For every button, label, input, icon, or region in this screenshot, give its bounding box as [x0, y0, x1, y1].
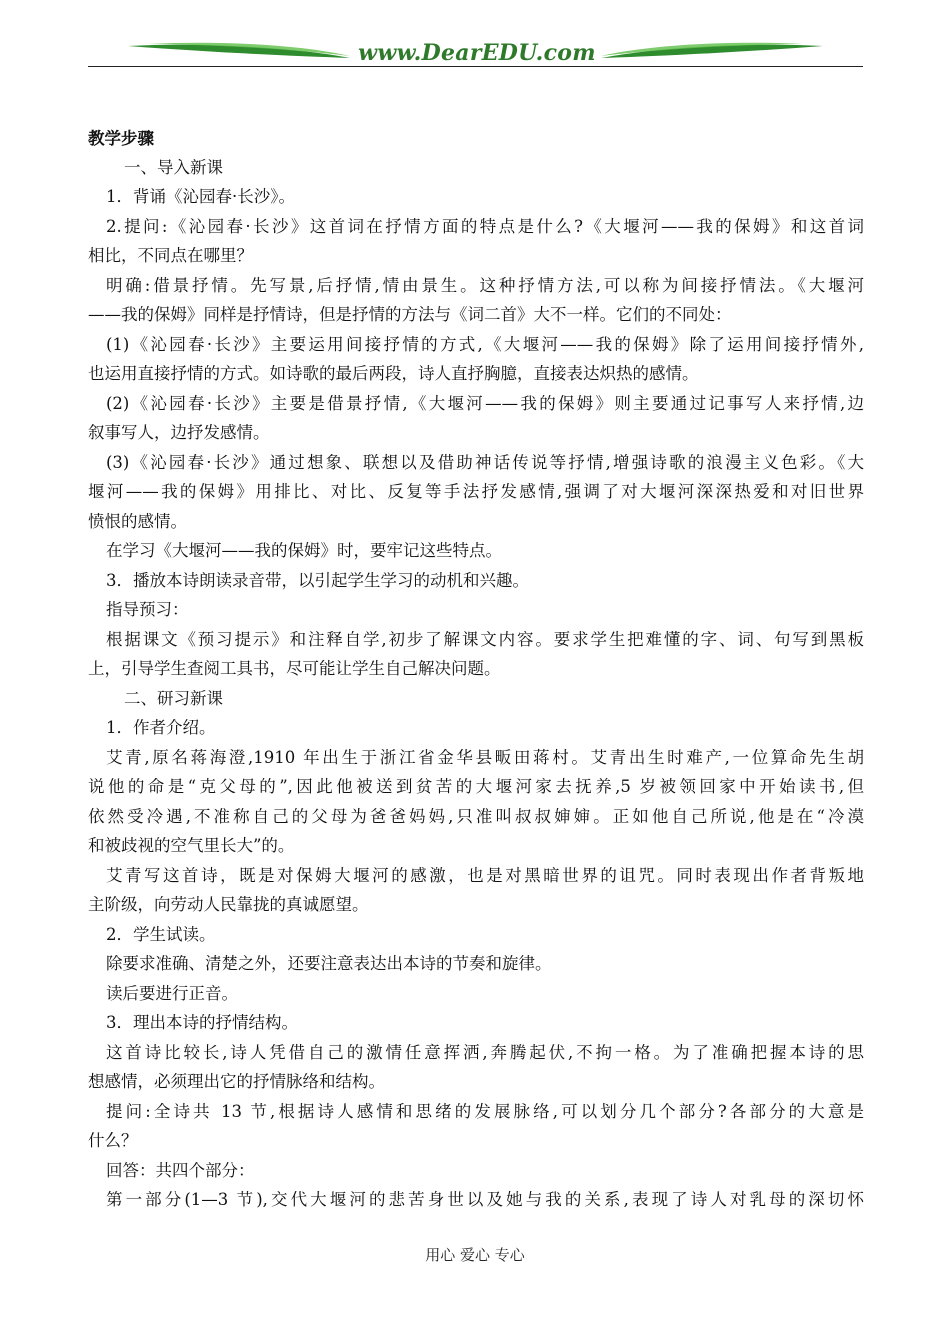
paragraph-line: 1．作者介绍。 [106, 718, 216, 737]
page-footer: 用心 爱心 专心 [425, 1246, 525, 1264]
paragraph-line: 愤恨的感情。 [88, 512, 187, 531]
paragraph-line: 2.提问:《沁园春·长沙》这首词在抒情方面的特点是什么?《大堰河——我的保姆》和这首词 [106, 217, 864, 236]
paragraph-line: 1．背诵《沁园春·长沙》。 [106, 187, 295, 206]
paragraph-line: 艾青,原名蒋海澄,1910 年出生于浙江省金华县畈田蒋村。艾青出生时难产,一位算命先生胡 [106, 748, 864, 767]
paragraph-line: 提问:全诗共 13 节,根据诗人感情和思绪的发展脉络,可以划分几个部分?各部分的大意是 [106, 1102, 864, 1121]
header-divider [88, 66, 863, 67]
paragraph-line: 第一部分(1—3 节),交代大堰河的悲苦身世以及她与我的关系,表现了诗人对乳母的深切怀 [106, 1190, 864, 1209]
paragraph-line: 明确:借景抒情。先写景,后抒情,情由景生。这种抒情方法,可以称为间接抒情法。《大堰河 [106, 276, 864, 295]
paragraph-line: 3．播放本诗朗读录音带，以引起学生学习的动机和兴趣。 [106, 571, 529, 590]
paragraph-line: 想感情，必须理出它的抒情脉络和结构。 [88, 1072, 385, 1091]
paragraph-line: 3．理出本诗的抒情结构。 [106, 1013, 298, 1032]
subsection-title: 二、研习新课 [124, 689, 223, 708]
paragraph-line: 指导预习： [106, 600, 189, 619]
paragraph-line: 艾青写这首诗，既是对保姆大堰河的感激，也是对黑暗世界的诅咒。同时表现出作者背叛地 [106, 866, 864, 885]
paragraph-line: 说他的命是“克父母的”,因此他被送到贫苦的大堰河家去抚养,5 岁被领回家中开始读书,但 [88, 777, 864, 796]
paragraph-line: 根据课文《预习提示》和注释自学,初步了解课文内容。要求学生把难懂的字、词、句写到黑板 [106, 630, 864, 649]
paragraph-line: 堰河——我的保姆》用排比、对比、反复等手法抒发感情,强调了对大堰河深深热爱和对旧世界 [88, 482, 864, 501]
paragraph-line: (3)《沁园春·长沙》通过想象、联想以及借助神话传说等抒情,增强诗歌的浪漫主义色彩。《大 [106, 453, 864, 472]
paragraph-line: 什么？ [88, 1131, 138, 1150]
site-logo-text: www.DearEDU.com [358, 40, 596, 66]
paragraph-line: 回答：共四个部分： [106, 1161, 255, 1180]
paragraph-line: 主阶级，向劳动人民靠拢的真诚愿望。 [88, 895, 369, 914]
paragraph-line: (2)《沁园春·长沙》主要是借景抒情,《大堰河——我的保姆》则主要通过记事写人来抒情,边 [106, 394, 864, 413]
paragraph-line: 上，引导学生查阅工具书，尽可能让学生自己解决问题。 [88, 659, 501, 678]
paragraph-line: 在学习《大堰河——我的保姆》时，要牢记这些特点。 [106, 541, 502, 560]
paragraph-line: 这首诗比较长,诗人凭借自己的激情任意挥洒,奔腾起伏,不拘一格。为了准确把握本诗的思 [106, 1043, 864, 1062]
paragraph-line: ——我的保姆》同样是抒情诗，但是抒情的方法与《词二首》大不一样。它们的不同处： [88, 305, 732, 324]
paragraph-line: 除要求准确、清楚之外，还要注意表达出本诗的节奏和旋律。 [106, 954, 552, 973]
paragraph-line: 读后要进行正音。 [106, 984, 238, 1003]
subsection-title: 一、导入新课 [124, 158, 223, 177]
paragraph-line: 和被歧视的空气里长大”的。 [88, 836, 295, 855]
paragraph-line: 相比，不同点在哪里？ [88, 246, 253, 265]
paragraph-line: (1)《沁园春·长沙》主要运用间接抒情的方式,《大堰河——我的保姆》除了运用间接抒情外, [106, 335, 864, 354]
section-heading: 教学步骤 [88, 129, 154, 148]
paragraph-line: 也运用直接抒情的方式。如诗歌的最后两段，诗人直抒胸臆，直接表达炽热的感情。 [88, 364, 699, 383]
paragraph-line: 叙事写人，边抒发感情。 [88, 423, 270, 442]
paragraph-line: 依然受冷遇,不准称自己的父母为爸爸妈妈,只准叫叔叔婶婶。正如他自己所说,他是在“冷漠 [88, 807, 864, 826]
paragraph-line: 2．学生试读。 [106, 925, 216, 944]
